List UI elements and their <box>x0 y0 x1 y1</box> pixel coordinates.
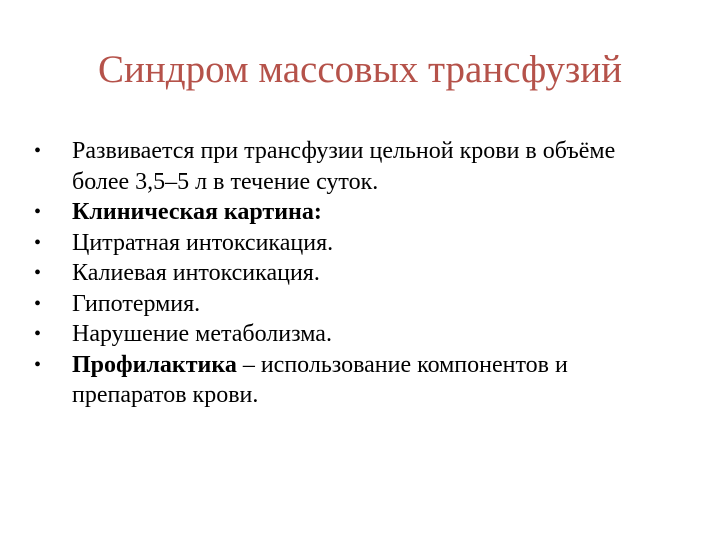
bullet-item <box>34 319 674 350</box>
bullet-item <box>34 197 674 228</box>
bullet-icon: • <box>34 353 42 376</box>
bullet-heading: Клиническая картина: <box>72 199 322 225</box>
bullet-list <box>34 136 674 411</box>
bullet-item <box>34 289 674 320</box>
bullet-item <box>34 136 674 197</box>
bullet-icon: • <box>34 201 42 223</box>
bullet-text: Гипотермия. <box>72 290 201 317</box>
bullet-heading: Профилактика <box>72 351 237 378</box>
bullet-item <box>34 350 674 411</box>
bullet-icon: • <box>34 323 42 345</box>
bullet-icon: • <box>34 231 42 254</box>
bullet-text: Нарушение метаболизма. <box>72 321 332 347</box>
bullet-icon: • <box>34 140 42 162</box>
bullet-item <box>34 258 674 289</box>
bullet-text: Цитратная интоксикация. <box>72 229 334 256</box>
bullet-icon: • <box>34 262 42 284</box>
bullet-icon: • <box>34 292 42 315</box>
bullet-text: Калиевая интоксикация. <box>72 260 320 286</box>
bullet-text: Развивается при трансфузии цельной крови в объёме более 3,5–5 л в течение суток. <box>72 138 616 195</box>
slide-title: Синдром массовых трансфузий <box>98 48 622 91</box>
bullet-text: – использование компонентов и препаратов крови. <box>72 351 568 408</box>
bullet-item <box>34 228 674 259</box>
